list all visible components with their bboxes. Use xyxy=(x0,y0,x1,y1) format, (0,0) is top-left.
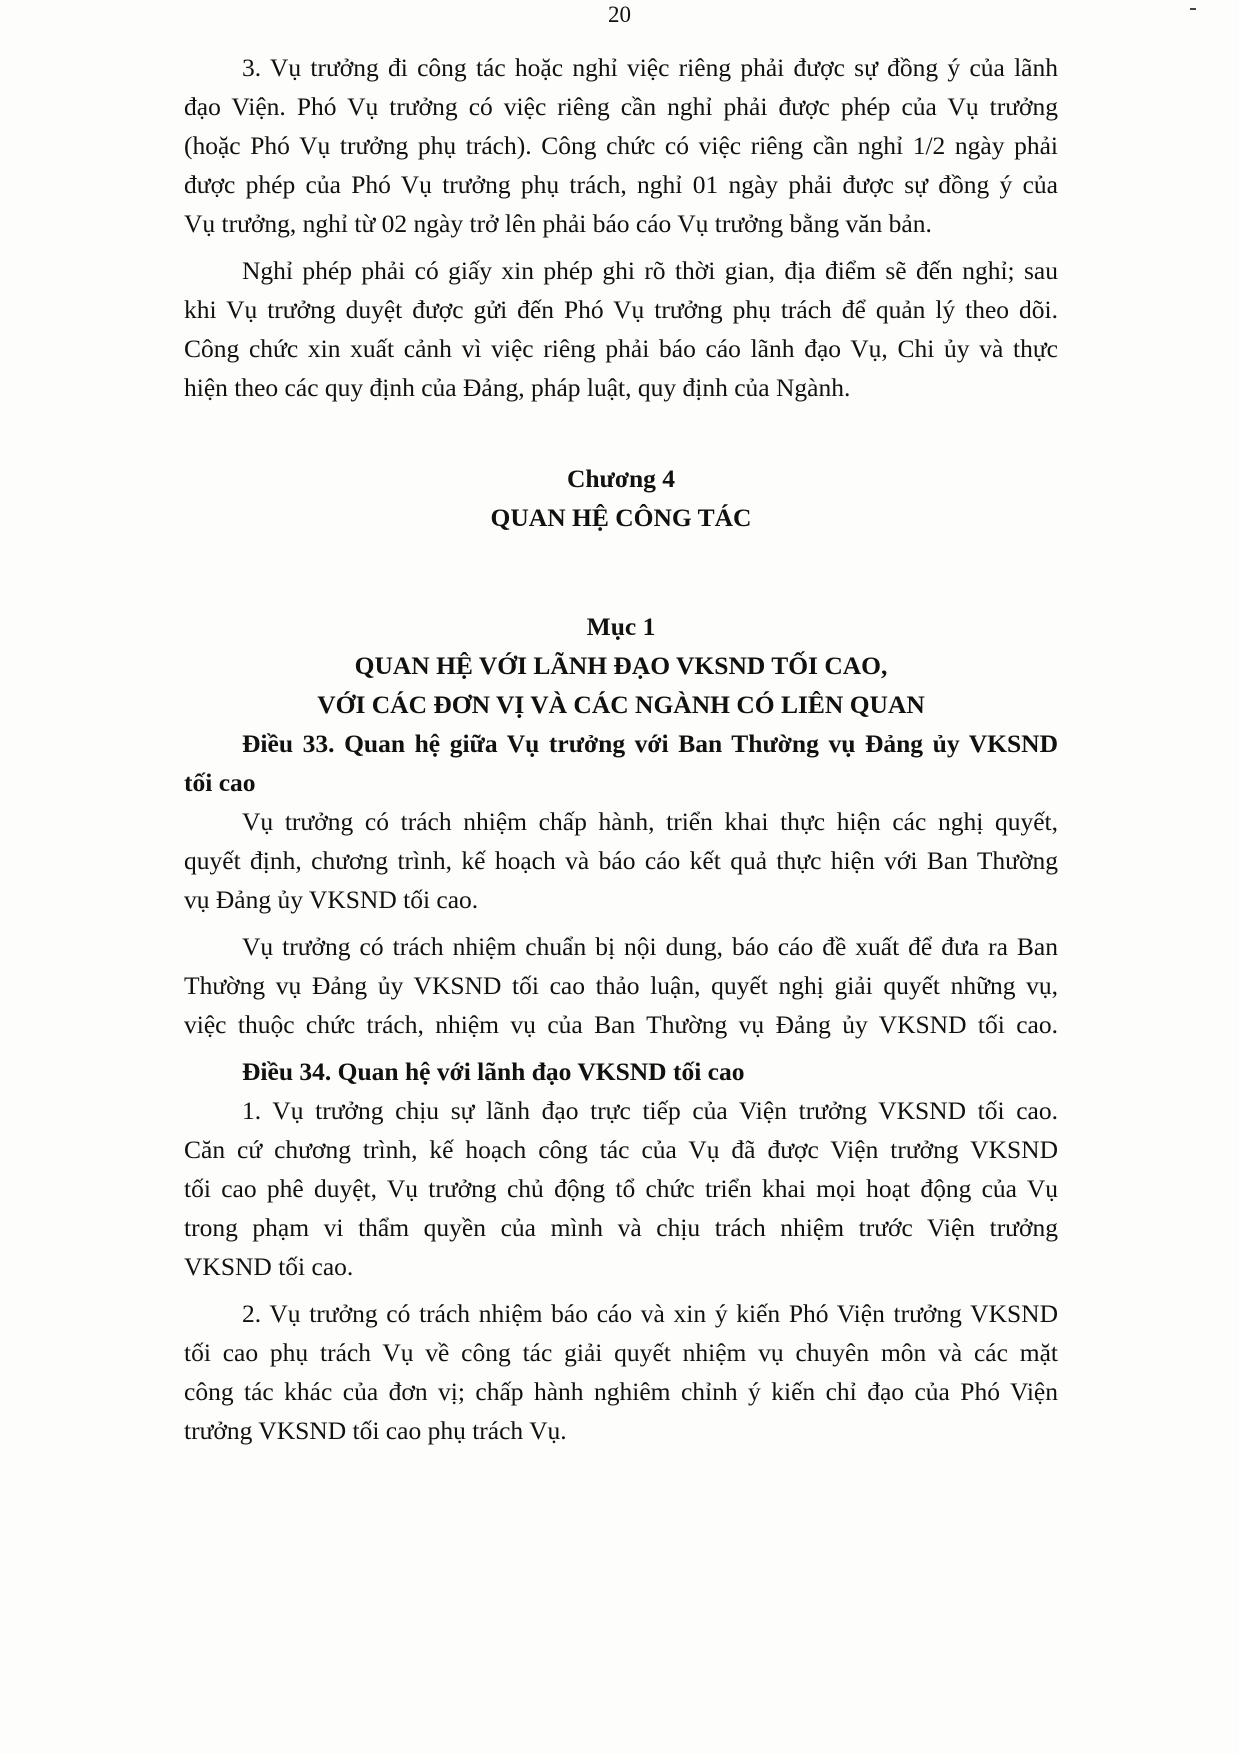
article-33-paragraph-2 xyxy=(184,927,1058,1044)
text-line: trong phạm vi thẩm quyền của mình và chịu trách nhiệm trước Viện trưởng xyxy=(184,1213,1058,1242)
text-line: đạo Viện. Phó Vụ trưởng có việc riêng cần nghỉ phải được phép của Vụ trưởng xyxy=(184,92,1058,121)
scan-mark xyxy=(1190,8,1196,10)
article-34-title xyxy=(184,1052,1058,1091)
article-34-title-line: Điều 34. Quan hệ với lãnh đạo VKSND tối cao xyxy=(242,1057,745,1086)
paragraph-leave-rules xyxy=(184,48,1058,243)
text-line: 2. Vụ trưởng có trách nhiệm báo cáo và xin ý kiến Phó Viện trưởng VKSND xyxy=(242,1299,1058,1328)
text-line: tối cao phê duyệt, Vụ trưởng chủ động tổ chức triển khai mọi hoạt động của Vụ xyxy=(184,1174,1058,1203)
paragraph-leave-request xyxy=(184,251,1058,407)
text-line: 3. Vụ trưởng đi công tác hoặc nghỉ việc riêng phải được sự đồng ý của lãnh xyxy=(242,53,1058,82)
text-line: Căn cứ chương trình, kế hoạch công tác của Vụ đã được Viện trưởng VKSND xyxy=(184,1135,1058,1164)
text-line: Vụ trưởng, nghỉ từ 02 ngày trở lên phải báo cáo Vụ trưởng bằng văn bản. xyxy=(184,209,932,238)
section-label: Mục 1 xyxy=(586,612,656,641)
text-line: Vụ trưởng có trách nhiệm chấp hành, triển khai thực hiện các nghị quyết, xyxy=(242,807,1058,836)
page-number: 20 xyxy=(608,2,631,27)
text-line: quyết định, chương trình, kế hoạch và báo cáo kết quả thực hiện với Ban Thường xyxy=(184,846,1058,875)
text-line: trưởng VKSND tối cao phụ trách Vụ. xyxy=(184,1416,567,1445)
article-34-paragraph-2 xyxy=(184,1294,1058,1450)
section-title-line2: VỚI CÁC ĐƠN VỊ VÀ CÁC NGÀNH CÓ LIÊN QUAN xyxy=(317,690,925,719)
text-line: (hoặc Phó Vụ trưởng phụ trách). Công chức có việc riêng cần nghỉ 1/2 ngày phải xyxy=(184,131,1058,160)
text-line: Vụ trưởng có trách nhiệm chuẩn bị nội dung, báo cáo đề xuất để đưa ra Ban xyxy=(242,932,1058,961)
text-line: Nghỉ phép phải có giấy xin phép ghi rõ thời gian, địa điểm sẽ đến nghỉ; sau xyxy=(242,256,1058,285)
text-line: hiện theo các quy định của Đảng, pháp luật, quy định của Ngành. xyxy=(184,373,851,402)
article-33-title-line2: tối cao xyxy=(184,768,256,797)
text-line: công tác khác của đơn vị; chấp hành nghiêm chỉnh ý kiến chỉ đạo của Phó Viện xyxy=(184,1377,1058,1406)
chapter-title: QUAN HỆ CÔNG TÁC xyxy=(490,503,752,532)
text-line: tối cao phụ trách Vụ về công tác giải quyết nhiệm vụ chuyên môn và các mặt xyxy=(184,1338,1058,1367)
section-title-line1: QUAN HỆ VỚI LÃNH ĐẠO VKSND TỐI CAO, xyxy=(354,651,888,680)
chapter-heading xyxy=(184,459,1058,537)
text-line: Công chức xin xuất cảnh vì việc riêng phải báo cáo lãnh đạo Vụ, Chi ủy và thực xyxy=(184,334,1058,363)
chapter-label: Chương 4 xyxy=(566,464,676,493)
text-line: VKSND tối cao. xyxy=(184,1252,354,1281)
article-34-paragraph-1 xyxy=(184,1091,1058,1286)
article-33-title-line1: Điều 33. Quan hệ giữa Vụ trưởng với Ban Thường vụ Đảng ủy VKSND xyxy=(242,729,1058,758)
section-heading xyxy=(184,607,1058,724)
text-line: vụ Đảng ủy VKSND tối cao. xyxy=(184,885,479,914)
article-33-title xyxy=(184,724,1058,802)
text-line: 1. Vụ trưởng chịu sự lãnh đạo trực tiếp của Viện trưởng VKSND tối cao. xyxy=(242,1096,1058,1125)
text-line: được phép của Phó Vụ trưởng phụ trách, nghỉ 01 ngày phải được sự đồng ý của xyxy=(184,170,1058,199)
article-33-paragraph-1 xyxy=(184,802,1058,919)
text-line: khi Vụ trưởng duyệt được gửi đến Phó Vụ trưởng phụ trách để quản lý theo dõi. xyxy=(184,295,1058,324)
text-line: việc thuộc chức trách, nhiệm vụ của Ban Thường vụ Đảng ủy VKSND tối cao. xyxy=(184,1010,1058,1039)
text-line: Thường vụ Đảng ủy VKSND tối cao thảo luận, quyết nghị giải quyết những vụ, xyxy=(184,971,1058,1000)
document-body xyxy=(184,48,1058,1458)
